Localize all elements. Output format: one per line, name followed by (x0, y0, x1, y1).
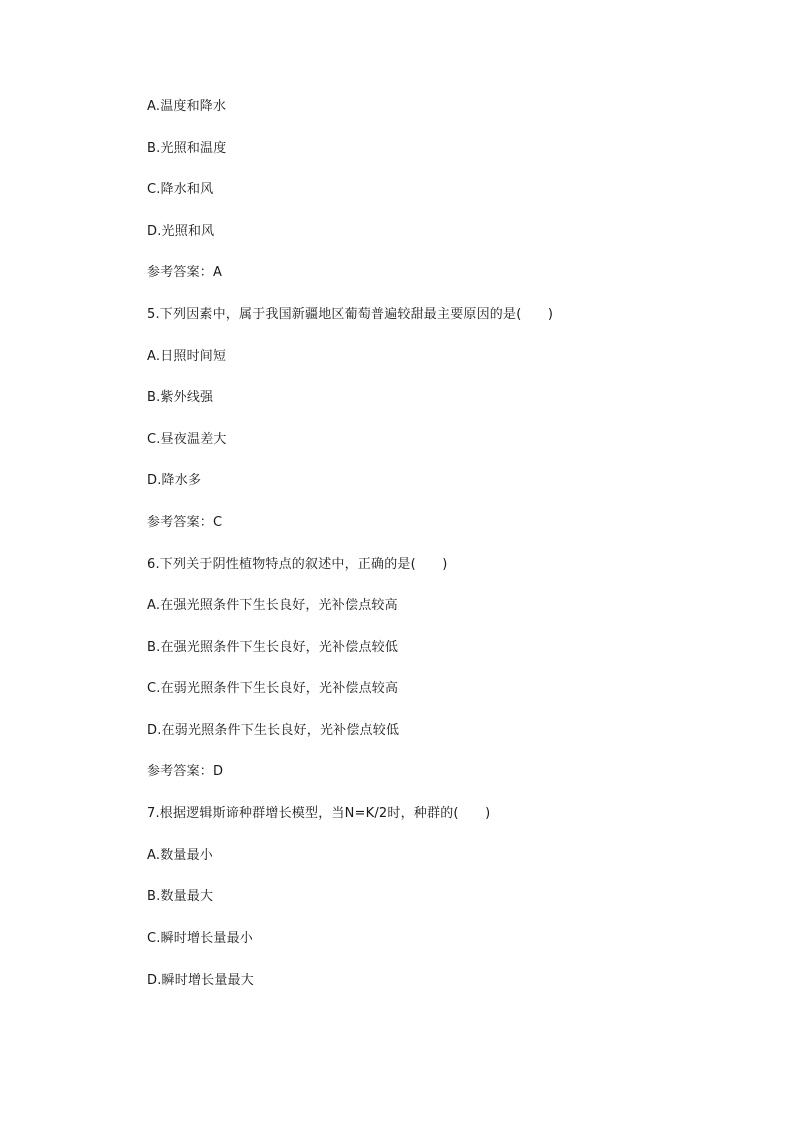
q5-question: 5.下列因素中，属于我国新疆地区葡萄普遍较甜最主要原因的是( ) (147, 307, 554, 322)
q4-answer: 参考答案：A (147, 265, 223, 280)
q7-option-b: B.数量最大 (147, 889, 214, 904)
q5-option-d: D.降水多 (147, 473, 202, 488)
q5-option-c: C.昼夜温差大 (147, 432, 227, 447)
q4-option-b: B.光照和温度 (147, 141, 227, 156)
q5-option-b: B.紫外线强 (147, 390, 214, 405)
q6-option-d: D.在弱光照条件下生长良好，光补偿点较低 (147, 723, 400, 738)
q6-answer: 参考答案：D (147, 764, 224, 779)
q4-option-c: C.降水和风 (147, 182, 214, 197)
q5-option-a: A.日照时间短 (147, 349, 227, 364)
q7-option-c: C.瞬时增长量最小 (147, 931, 254, 946)
q7-option-d: D.瞬时增长量最大 (147, 973, 254, 988)
q6-question: 6.下列关于阴性植物特点的叙述中，正确的是( ) (147, 557, 448, 572)
q7-option-a: A.数量最小 (147, 848, 213, 863)
q6-option-a: A.在强光照条件下生长良好，光补偿点较高 (147, 598, 398, 613)
q4-option-d: D.光照和风 (147, 224, 215, 239)
q7-question: 7.根据逻辑斯谛种群增长模型，当N=K/2时，种群的( ) (147, 806, 491, 821)
q6-option-c: C.在弱光照条件下生长良好，光补偿点较高 (147, 681, 399, 696)
q4-option-a: A.温度和降水 (147, 99, 227, 114)
q5-answer: 参考答案：C (147, 515, 223, 530)
q6-option-b: B.在强光照条件下生长良好，光补偿点较低 (147, 640, 399, 655)
